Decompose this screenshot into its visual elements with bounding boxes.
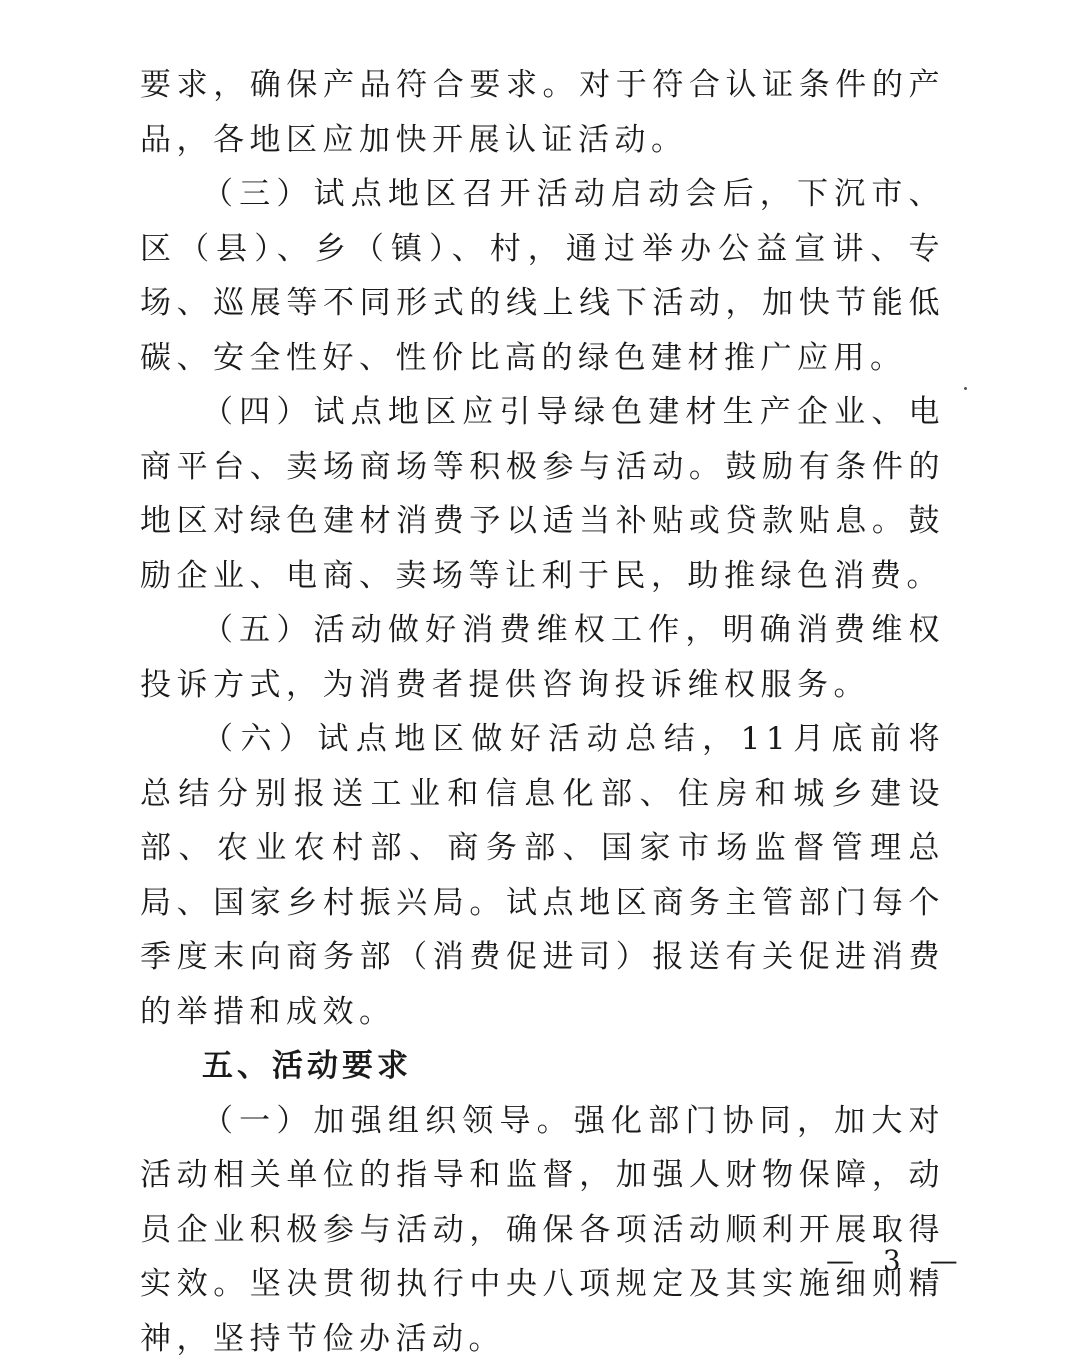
paragraph-section-item-1: （一）加强组织领导。强化部门协同，加大对活动相关单位的指导和监督，加强人财物保障，动员企业积极参与活动，确保各项活动顺利开展取得实效。坚决贯彻执行中央八项规定及其实施细则精神，坚持节俭办活动。 — [140, 1094, 945, 1366]
section-heading: 五、活动要求 — [140, 1039, 945, 1094]
page-number: — 3 — — [826, 1244, 968, 1277]
paragraph-item-5: （五）活动做好消费维权工作，明确消费维权投诉方式，为消费者提供咨询投诉维权服务。 — [140, 603, 945, 712]
scan-speck — [964, 387, 967, 390]
paragraph-continuation: 要求，确保产品符合要求。对于符合认证条件的产品，各地区应加快开展认证活动。 — [140, 58, 945, 167]
paragraph-item-3: （三）试点地区召开活动启动会后，下沉市、区（县）、乡（镇）、村，通过举办公益宣讲、专场、巡展等不同形式的线上线下活动，加快节能低碳、安全性好、性价比高的绿色建材推广应用。 — [140, 167, 945, 385]
paragraph-item-6: （六）试点地区做好活动总结，11月底前将总结分别报送工业和信息化部、住房和城乡建设部、农业农村部、商务部、国家市场监督管理总局、国家乡村振兴局。试点地区商务主管部门每个季度末向商务部（消费促进司）报送有关促进消费的举措和成效。 — [140, 712, 945, 1039]
document-body — [140, 58, 945, 1366]
paragraph-item-4: （四）试点地区应引导绿色建材生产企业、电商平台、卖场商场等积极参与活动。鼓励有条件的地区对绿色建材消费予以适当补贴或贷款贴息。鼓励企业、电商、卖场等让利于民，助推绿色消费。 — [140, 385, 945, 603]
